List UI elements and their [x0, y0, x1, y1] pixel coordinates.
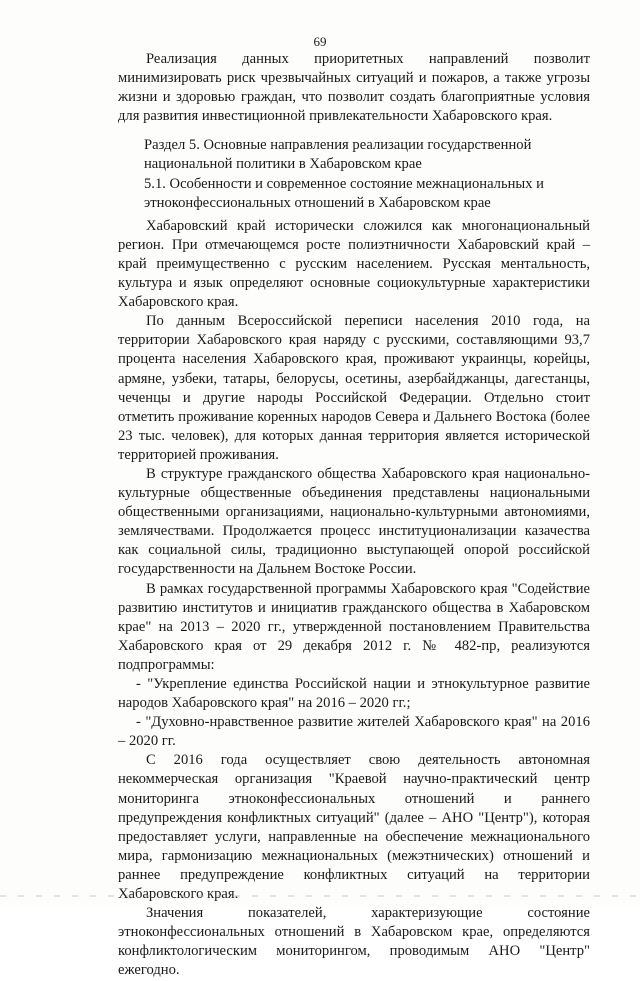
paragraph-census: По данным Всероссийской переписи населения 2010 года, на территории Хабаровского края наряду с русскими, составляющими 93,7 процента населения Хабаровского края, проживают украинцы, корейцы, армяне, узбеки, татары, белорусы, осетины, азербайджанцы, дагестанцы, чеченцы и другие народы Российской Федерации. Отдельно стоит отметить проживание коренных народов Севера и Дальнего Востока (более 23 тыс. человек), для которых данная территория является исторической территорией проживания.: [118, 313, 590, 463]
paragraph-civil-society: В структуре гражданского общества Хабаровского края национально-культурные общественные объединения представлены национальными общественными организациями, национально-культурными автономиями, землячествами. Продолжается процесс институционализации казачества как социальной силы, традиционно выступающей опорой российской государственности на Дальнем Востоке России.: [118, 465, 590, 578]
paragraph-multinational-region: Хабаровский край исторически сложился как многонациональный регион. При отмечающемся росте полиэтничности Хабаровский край – край преимущественно с русским населением. Русская ментальность, культура и язык определяют основные социокультурные характеристики Хабаровского края.: [118, 217, 590, 311]
paragraph-indicators: Значения показателей, характеризующие состояние этноконфессиональных отношений в Хабаровском крае, определяются конфликтологическим мониторингом, проводимым АНО "Центр" ежегодно.: [118, 905, 590, 979]
page-content: [118, 50, 590, 981]
scan-artifact-line: [0, 895, 640, 897]
list-item-subprogram-2: - "Духовно-нравственное развитие жителей Хабаровского края" на 2016 – 2020 гг.: [118, 714, 590, 750]
paragraph-state-program: В рамках государственной программы Хабаровского края "Содействие развитию институтов и инициатив гражданского общества в Хабаровском крае" на 2013 – 2020 гг., утвержденной постановлением Правительства Хабаровского края от 29 декабря 2012 г. № 482-пр, реализуются подпрограммы:: [118, 580, 590, 673]
page-number: 69: [313, 34, 327, 49]
paragraph-ano-center: С 2016 года осуществляет свою деятельность автономная некоммерческая организация "Краевой научно-практический центр мониторинга этноконфессиональных отношений и раннего предупреждения конфликтных ситуаций" (далее – АНО "Центр"), которая предоставляет услуги, направленные на обеспечение межнационального мира, гармонизацию межнациональных (межэтнических) отношений и раннее предупреждение конфликтных ситуаций на территории Хабаровского края.: [118, 752, 590, 903]
intro-paragraph: Реализация данных приоритетных направлений позволит минимизировать риск чрезвычайных ситуаций и пожаров, а также угрозы жизни и здоровью граждан, что позволит создать благоприятные условия для развития инвестиционной привлекательности Хабаровского края.: [118, 51, 590, 125]
subsection-heading: 5.1. Особенности и современное состояние межнациональных и этноконфессиональных отношений в Хабаровском крае: [144, 175, 544, 211]
list-item-subprogram-1: - "Укрепление единства Российской нации и этнокультурное развитие народов Хабаровского края" на 2016 – 2020 гг.;: [118, 676, 590, 712]
section-heading: Раздел 5. Основные направления реализации государственной национальной политики в Хабаровском крае: [144, 137, 532, 173]
